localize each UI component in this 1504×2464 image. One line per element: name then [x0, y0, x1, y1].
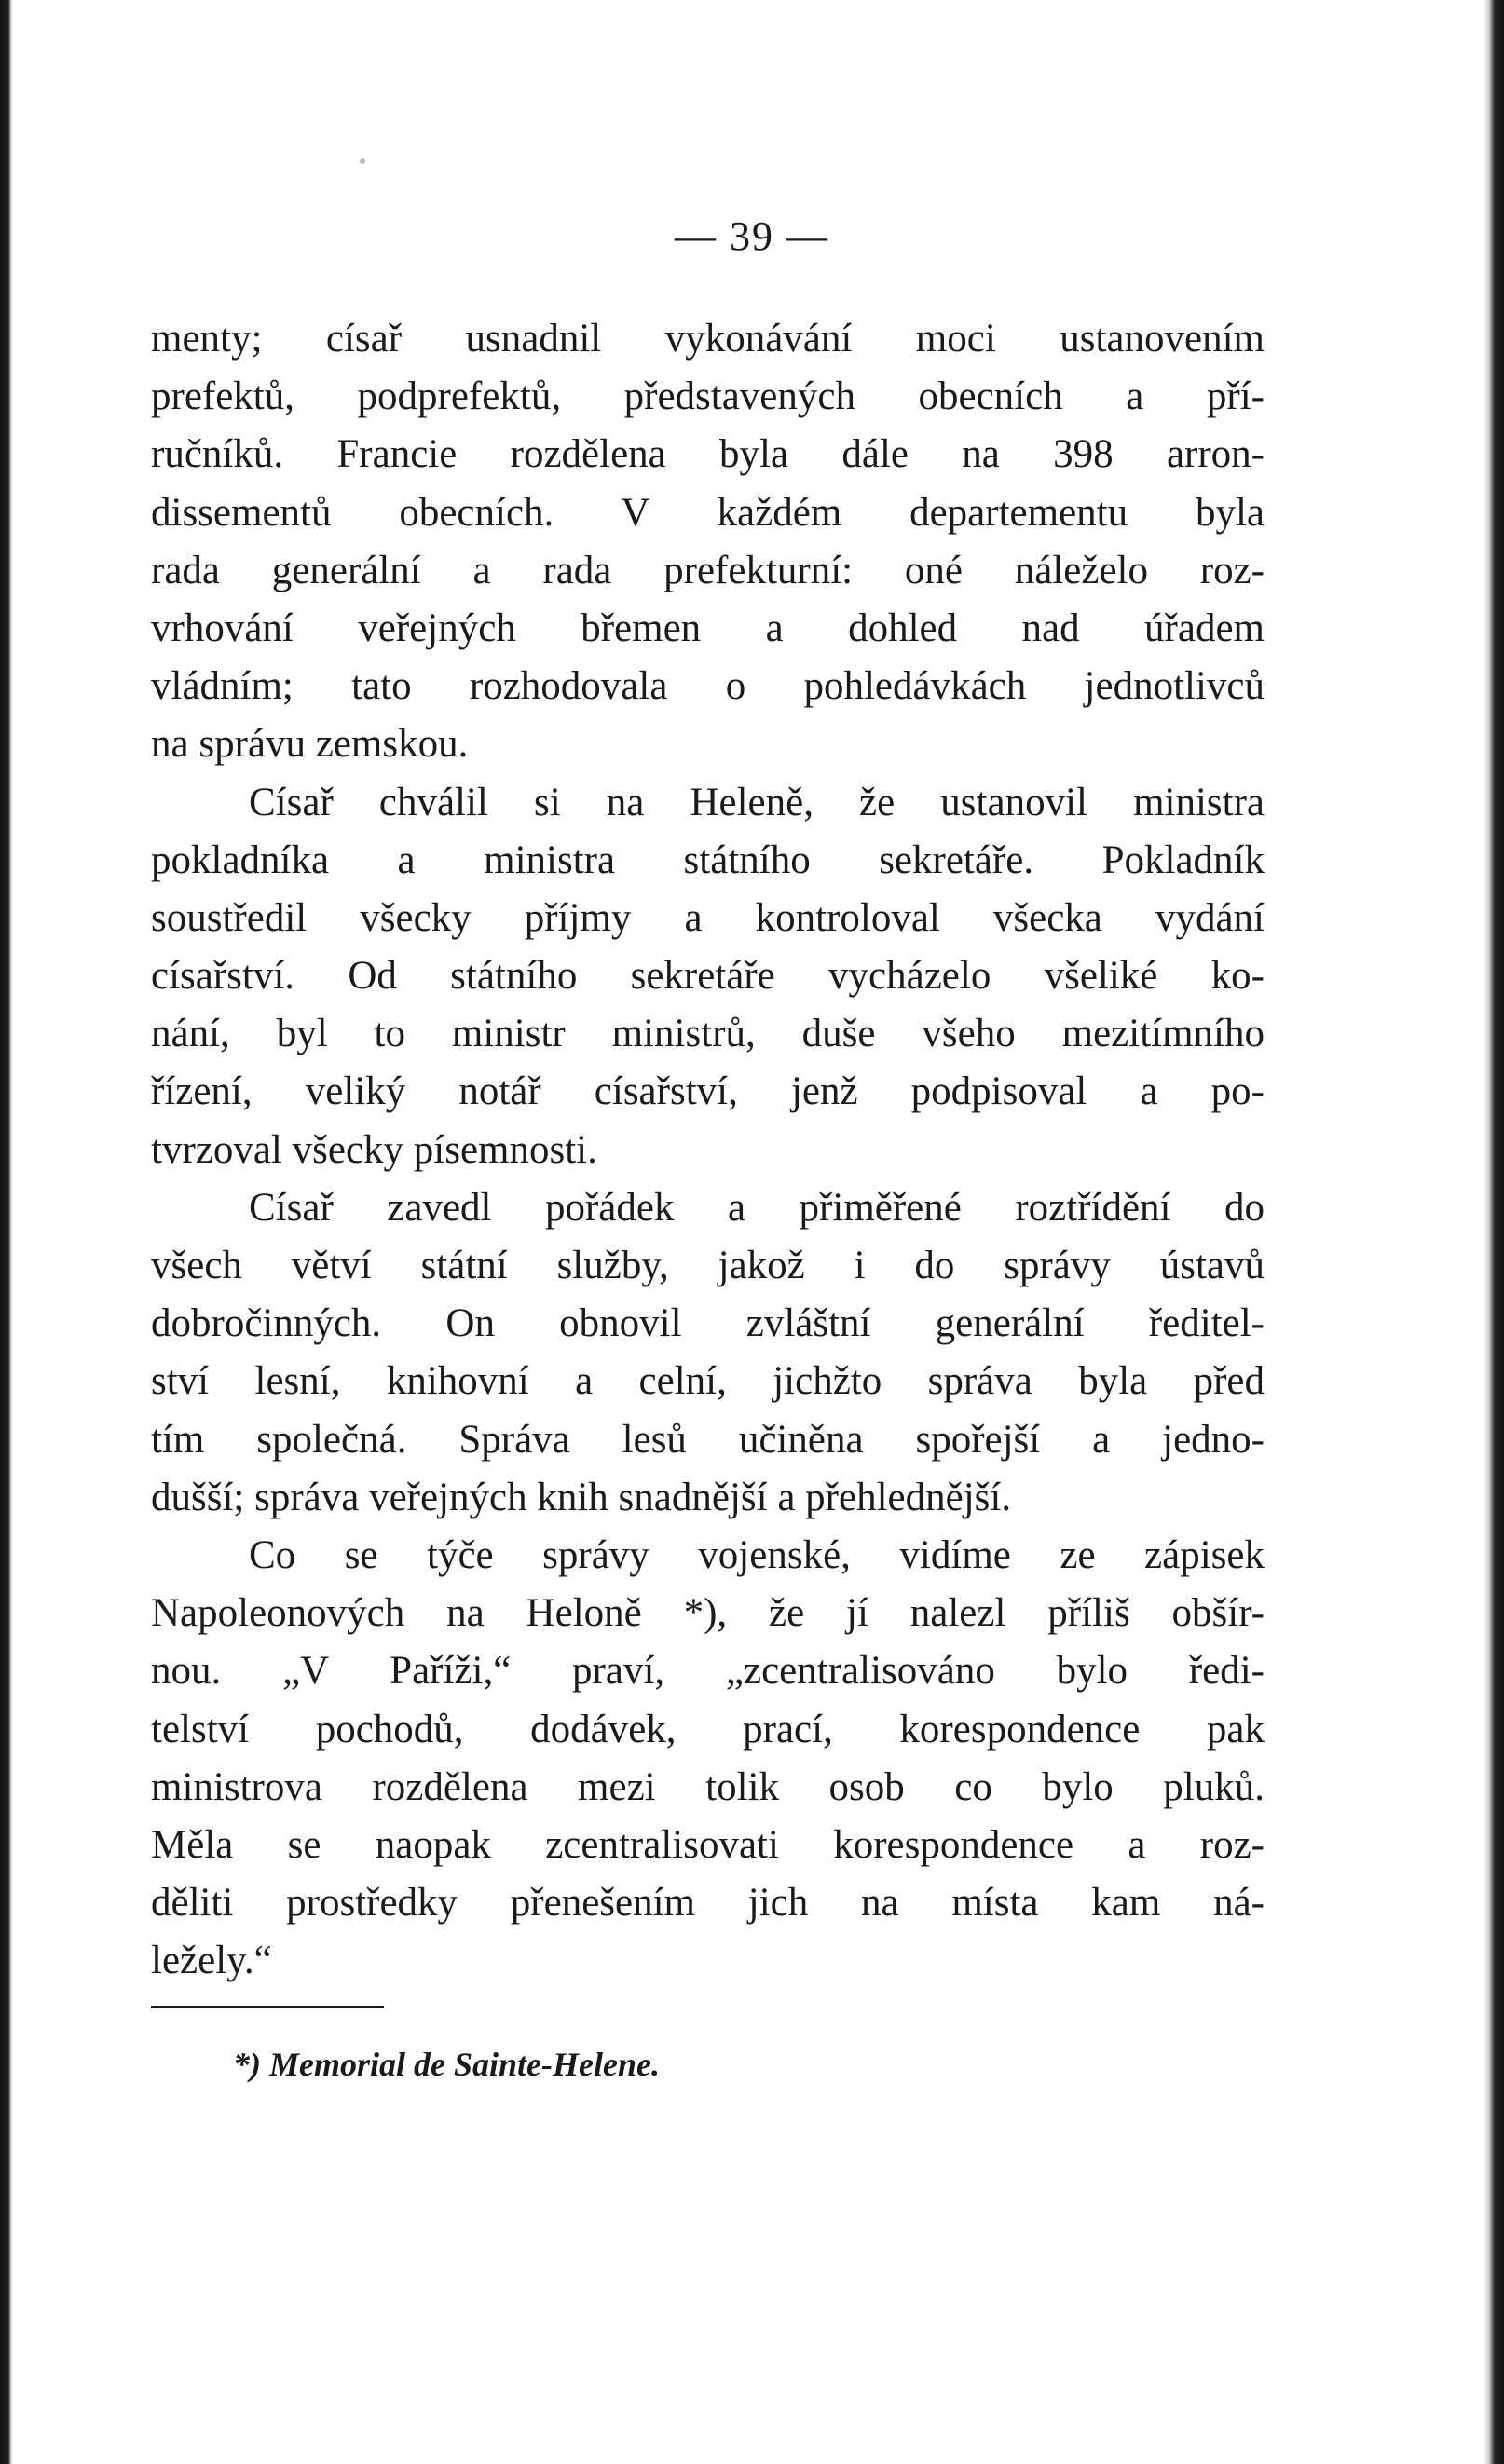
text-line: nou. „V Paříži,“ praví, „zcentralisováno bylo ředi- [151, 1649, 1265, 1694]
footnote-text: Memorial de Sainte-Helene. [269, 2046, 660, 2083]
footnote-marker: *) [233, 2046, 261, 2083]
text-line: dissementů obecních. V každém departementu byla [151, 490, 1265, 535]
text-line: menty; císař usnadnil vykonávání moci ustanovením [151, 317, 1265, 361]
text-line: řízení, veliký notář císařství, jenž podpisoval a po- [151, 1069, 1265, 1114]
text-line: soustředil všecky příjmy a kontroloval všecka vydání [151, 895, 1265, 940]
text-line: tím společná. Správa lesů učiněna spořejší a jedno- [151, 1417, 1265, 1462]
text-line: císařství. Od státního sekretáře vycházelo všeliké ko- [151, 954, 1265, 999]
page-edge-right [1483, 0, 1504, 2464]
footnote-rule [151, 2006, 384, 2008]
paper-speck [360, 158, 365, 164]
body-text [151, 310, 1265, 1990]
text-line: Napoleonových na Heloně *), že jí nalezl příliš obšír- [151, 1591, 1265, 1636]
text-line: na správu zemskou. [151, 722, 469, 767]
text-line: pokladníka a ministra státního sekretáře. Pokladník [151, 837, 1265, 882]
text-line: všech větví státní služby, jakož i do správy ústavů [151, 1244, 1265, 1287]
page-number: — 39 — [675, 213, 829, 259]
page-edge-left [0, 0, 13, 2464]
text-line: ručníků. Francie rozdělena byla dále na 398 arron- [151, 432, 1265, 477]
text-line: Měla se naopak zcentralisovati korespondence a roz- [151, 1822, 1265, 1867]
text-line: rada generální a rada prefekturní: oné náleželo roz- [151, 548, 1265, 592]
text-line: vládním; tato rozhodovala o pohledávkách jednotlivců [151, 664, 1265, 709]
text-line: dobročinných. On obnovil zvláštní generální ředitel- [151, 1301, 1265, 1346]
text-line: nání, byl to ministr ministrů, duše všeho mezitímního [151, 1012, 1265, 1056]
text-line: ministrova rozdělena mezi tolik osob co bylo pluků. [151, 1764, 1265, 1809]
text-line: Císař zavedl pořádek a přiměřené roztřídění do [249, 1185, 1265, 1230]
text-line: děliti prostředky přenešením jich na místa kam ná- [151, 1881, 1265, 1926]
text-line: tvrzoval všecky písemnosti. [151, 1127, 597, 1172]
text-line: dušší; správa veřejných knih snadnější a přehlednější. [151, 1475, 1012, 1519]
footnote [233, 2045, 660, 2084]
text-line: prefektů, podprefektů, představených obecních a pří- [151, 374, 1265, 419]
text-line: Císař chválil si na Heleně, že ustanovil ministra [249, 780, 1265, 824]
text-line: telství pochodů, dodávek, prací, korespondence pak [151, 1707, 1265, 1751]
text-line: ležely.“ [151, 1939, 272, 1983]
text-line: ství lesní, knihovní a celní, jichžto správa byla před [151, 1359, 1265, 1404]
text-line: vrhování veřejných břemen a dohled nad úřadem [151, 606, 1265, 650]
text-line: Co se týče správy vojenské, vidíme ze zápisek [249, 1532, 1265, 1577]
